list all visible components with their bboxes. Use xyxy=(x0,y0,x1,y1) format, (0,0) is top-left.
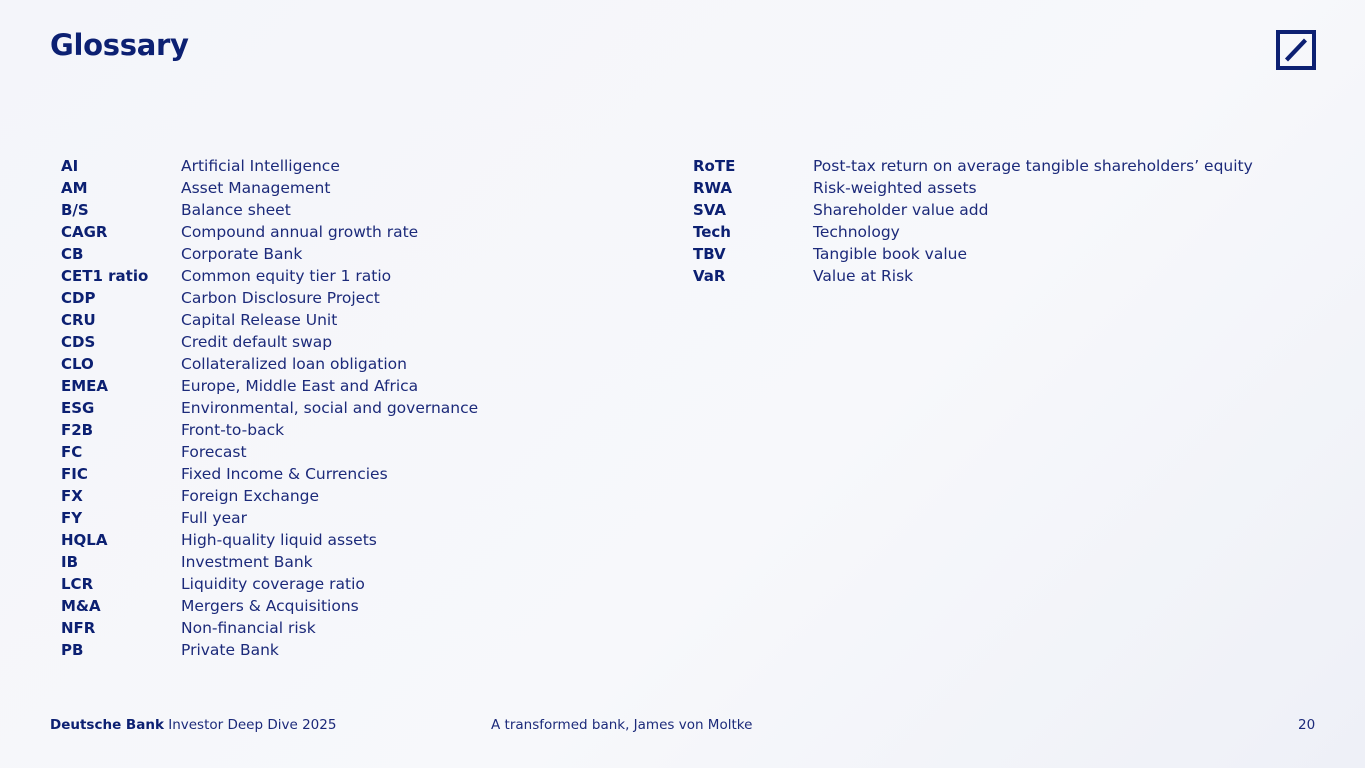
glossary-row xyxy=(61,595,478,617)
glossary-definition: Common equity tier 1 ratio xyxy=(181,267,392,285)
glossary-row xyxy=(61,309,478,331)
glossary-abbreviation: AM xyxy=(61,179,88,197)
glossary-definition: Mergers & Acquisitions xyxy=(181,597,359,615)
glossary-abbreviation: CRU xyxy=(61,311,96,329)
glossary-row xyxy=(61,287,478,309)
glossary-row xyxy=(693,221,1253,243)
glossary-row xyxy=(693,265,1253,287)
glossary-row xyxy=(61,507,478,529)
footer-presentation: A transformed bank, James von Moltke xyxy=(491,717,753,733)
glossary-abbreviation: IB xyxy=(61,553,79,571)
glossary-abbreviation: CDP xyxy=(61,289,96,307)
glossary-definition: Shareholder value add xyxy=(813,201,989,219)
glossary-abbreviation: AI xyxy=(61,157,79,175)
glossary-abbreviation: CDS xyxy=(61,333,96,351)
glossary-abbreviation: FC xyxy=(61,443,83,461)
glossary-definition: Private Bank xyxy=(181,641,279,659)
glossary-row xyxy=(693,243,1253,265)
glossary-definition: Compound annual growth rate xyxy=(181,223,419,241)
glossary-row xyxy=(61,485,478,507)
page-title: Glossary xyxy=(50,28,189,62)
glossary-row xyxy=(61,331,478,353)
glossary-definition: Front-to-back xyxy=(181,421,285,439)
glossary-row xyxy=(61,441,478,463)
glossary-abbreviation: PB xyxy=(61,641,84,659)
glossary-definition: High-quality liquid assets xyxy=(181,531,377,549)
glossary-abbreviation: ESG xyxy=(61,399,95,417)
glossary-row xyxy=(61,617,478,639)
glossary-definition: Non-financial risk xyxy=(181,619,316,637)
glossary-row xyxy=(61,463,478,485)
glossary-abbreviation: RoTE xyxy=(693,157,736,175)
glossary-column-left xyxy=(61,155,478,661)
glossary-row xyxy=(61,639,478,661)
glossary-definition: Carbon Disclosure Project xyxy=(181,289,380,307)
glossary-abbreviation: Tech xyxy=(693,223,731,241)
glossary-abbreviation: TBV xyxy=(693,245,726,263)
glossary-definition: Capital Release Unit xyxy=(181,311,338,329)
glossary-definition: Credit default swap xyxy=(181,333,333,351)
glossary-definition: Investment Bank xyxy=(181,553,313,571)
glossary-column-right xyxy=(693,155,1253,287)
glossary-abbreviation: LCR xyxy=(61,575,94,593)
footer-brand: Deutsche Bank xyxy=(50,717,164,733)
glossary-row xyxy=(61,397,478,419)
glossary-row xyxy=(61,375,478,397)
glossary-definition: Value at Risk xyxy=(813,267,914,285)
glossary-abbreviation: RWA xyxy=(693,179,733,197)
glossary-definition: Forecast xyxy=(181,443,247,461)
glossary-row xyxy=(61,199,478,221)
glossary-abbreviation: M&A xyxy=(61,597,101,615)
glossary-abbreviation: VaR xyxy=(693,267,726,285)
glossary-abbreviation: CLO xyxy=(61,355,94,373)
glossary-row xyxy=(61,419,478,441)
glossary-abbreviation: CAGR xyxy=(61,223,108,241)
glossary-abbreviation: CB xyxy=(61,245,84,263)
glossary-definition: Asset Management xyxy=(181,179,331,197)
glossary-row xyxy=(61,551,478,573)
glossary-definition: Artificial Intelligence xyxy=(181,157,340,175)
glossary-abbreviation: HQLA xyxy=(61,531,108,549)
glossary-abbreviation: FX xyxy=(61,487,83,505)
glossary-row xyxy=(693,155,1253,177)
glossary-row xyxy=(693,199,1253,221)
glossary-abbreviation: SVA xyxy=(693,201,727,219)
glossary-abbreviation: B/S xyxy=(61,201,89,219)
glossary-definition: Fixed Income & Currencies xyxy=(181,465,388,483)
glossary-abbreviation: FIC xyxy=(61,465,88,483)
glossary-row xyxy=(693,177,1253,199)
footer-event xyxy=(50,717,336,733)
glossary-row xyxy=(61,177,478,199)
glossary-row xyxy=(61,265,478,287)
glossary-definition: Technology xyxy=(813,223,900,241)
glossary-definition: Liquidity coverage ratio xyxy=(181,575,365,593)
glossary-row xyxy=(61,353,478,375)
glossary-row xyxy=(61,221,478,243)
glossary-row xyxy=(61,529,478,551)
glossary-row xyxy=(61,243,478,265)
glossary-row xyxy=(61,573,478,595)
glossary-abbreviation: CET1 ratio xyxy=(61,267,149,285)
glossary-row xyxy=(61,155,478,177)
glossary-abbreviation: NFR xyxy=(61,619,96,637)
glossary-definition: Europe, Middle East and Africa xyxy=(181,377,419,395)
glossary-definition: Collateralized loan obligation xyxy=(181,355,407,373)
page-number: 20 xyxy=(1298,717,1316,733)
glossary-abbreviation: F2B xyxy=(61,421,94,439)
footer-event-name: Investor Deep Dive 2025 xyxy=(168,717,337,733)
glossary-definition: Tangible book value xyxy=(813,245,968,263)
glossary-abbreviation: EMEA xyxy=(61,377,109,395)
glossary-definition: Corporate Bank xyxy=(181,245,303,263)
glossary-definition: Post-tax return on average tangible shareholders’ equity xyxy=(813,157,1253,175)
glossary-abbreviation: FY xyxy=(61,509,83,527)
glossary-definition: Full year xyxy=(181,509,248,527)
glossary-definition: Environmental, social and governance xyxy=(181,399,479,417)
glossary-definition: Balance sheet xyxy=(181,201,291,219)
glossary-definition: Risk-weighted assets xyxy=(813,179,977,197)
deutsche-bank-logo-icon xyxy=(1276,30,1316,70)
glossary-definition: Foreign Exchange xyxy=(181,487,320,505)
